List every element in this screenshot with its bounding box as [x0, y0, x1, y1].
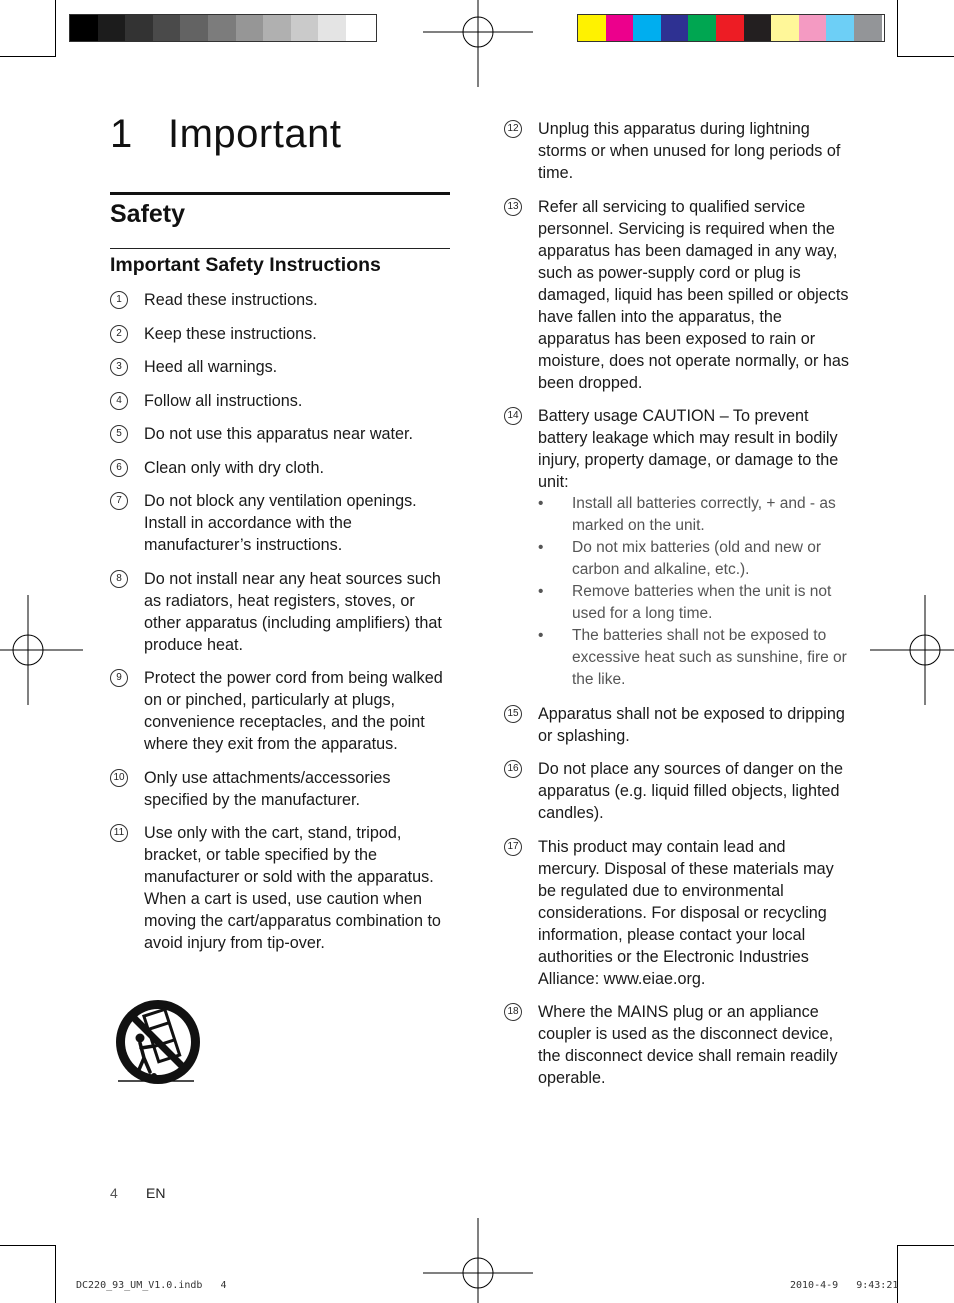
bullet-glyph: •	[538, 583, 544, 600]
item-text: Clean only with dry cloth.	[144, 458, 324, 477]
item-text: Read these instructions.	[144, 291, 318, 309]
color-swatch	[744, 15, 772, 41]
subsection-title: Important Safety Instructions	[110, 254, 381, 276]
item-text: Do not use this apparatus near water.	[144, 425, 414, 443]
safety-instruction-item	[504, 836, 849, 990]
safety-instruction-item	[110, 667, 455, 755]
battery-caution-bullets	[538, 493, 849, 691]
section-divider	[110, 192, 450, 195]
color-swatch	[661, 15, 689, 41]
bullet-item	[538, 581, 849, 625]
crop-mark	[0, 1245, 56, 1246]
color-swatch	[180, 15, 208, 41]
item-text: Apparatus shall not be exposed to dripping or splashing.	[538, 704, 845, 745]
item-number-marker: 17	[504, 838, 522, 856]
color-swatch	[98, 15, 126, 41]
color-swatch	[236, 15, 264, 41]
print-slug-file: DC220_93_UM_V1.0.indb 4	[76, 1280, 227, 1291]
crop-mark	[0, 56, 56, 57]
color-swatch	[263, 15, 291, 41]
safety-instruction-item	[110, 457, 455, 479]
item-text: Do not install near any heat sources such as radiators, heat registers, stoves, or other apparatus (including amplifiers) that produce heat.	[144, 569, 442, 654]
item-text: Heed all warnings.	[144, 358, 278, 376]
bullet-glyph: •	[538, 539, 544, 556]
bullet-item	[538, 537, 849, 581]
safety-instruction-item	[110, 423, 455, 445]
safety-instruction-item	[110, 356, 455, 378]
bullet-item	[538, 493, 849, 537]
color-swatch	[854, 15, 882, 41]
item-number-marker: 15	[504, 705, 522, 723]
color-swatch	[688, 15, 716, 41]
item-number-marker: 12	[504, 120, 522, 138]
item-number-marker: 16	[504, 760, 522, 778]
page-footer	[110, 1185, 165, 1201]
item-number-marker: 18	[504, 1003, 522, 1021]
safety-instruction-item	[504, 758, 849, 824]
color-swatch	[208, 15, 236, 41]
safety-instruction-item	[110, 323, 455, 345]
registration-mark-icon	[423, 0, 533, 87]
safety-list-left	[110, 289, 455, 966]
bullet-text: Remove batteries when the unit is not used for a long time.	[572, 583, 832, 622]
color-swatch	[826, 15, 854, 41]
item-text: This product may contain lead and mercury. Disposal of these materials may be regulated due to environmental considerations. For disposal or recycling information, please contact your local authorities or the Electronic Industries Alliance: www.eiae.org.	[538, 837, 834, 988]
item-text: Do not block any ventilation openings. Install in accordance with the manufacturer’s instructions.	[144, 492, 417, 554]
color-swatch	[346, 15, 374, 41]
color-swatch	[716, 15, 744, 41]
safety-instruction-item	[504, 405, 849, 691]
safety-instruction-item	[504, 196, 849, 394]
item-number-marker: 13	[504, 198, 522, 216]
color-swatch	[125, 15, 153, 41]
color-swatch	[799, 15, 827, 41]
item-number-marker: 7	[110, 492, 128, 510]
crop-mark	[897, 1245, 898, 1303]
item-number-marker: 2	[110, 325, 128, 343]
color-swatch	[153, 15, 181, 41]
crop-mark	[897, 0, 898, 56]
safety-instruction-item	[504, 703, 849, 747]
crop-mark	[55, 0, 56, 56]
safety-instruction-item	[110, 490, 455, 556]
safety-instruction-item	[110, 289, 455, 311]
safety-instruction-item	[110, 568, 455, 656]
bullet-text: Install all batteries correctly, + and - as marked on the unit.	[572, 495, 836, 534]
safety-instruction-item	[110, 390, 455, 412]
item-text: Use only with the cart, stand, tripod, bracket, or table specified by the manufacturer or sold with the apparatus. When a cart is used, use caution when moving the cart/apparatus combination to avoid injury from tip-over.	[144, 824, 441, 952]
language-code: EN	[146, 1185, 166, 1201]
bullet-glyph: •	[538, 495, 544, 512]
chapter-title-text: Important	[168, 112, 342, 156]
item-number-marker: 8	[110, 570, 128, 588]
section-title: Safety	[110, 200, 186, 228]
color-swatch	[291, 15, 319, 41]
page-number: 4	[110, 1185, 118, 1201]
item-text: Where the MAINS plug or an appliance coupler is used as the disconnect device, the disconnect device shall remain readily operable.	[538, 1003, 838, 1087]
item-number-marker: 9	[110, 669, 128, 687]
color-swatch-bar	[577, 14, 885, 42]
item-number-marker: 6	[110, 459, 128, 477]
safety-instruction-item	[110, 767, 455, 811]
item-number-marker: 14	[504, 407, 522, 425]
crop-mark	[897, 1245, 954, 1246]
color-swatch	[633, 15, 661, 41]
item-text: Keep these instructions.	[144, 324, 317, 343]
crop-mark	[897, 56, 954, 57]
chapter-title	[110, 112, 341, 157]
color-swatch	[606, 15, 634, 41]
subsection-divider	[110, 248, 450, 249]
item-text: Protect the power cord from being walked on or pinched, particularly at plugs, convenience receptacles, and the point where they exit from the apparatus.	[144, 669, 443, 753]
color-swatch	[70, 15, 98, 41]
item-number-marker: 1	[110, 291, 128, 309]
bullet-glyph: •	[538, 627, 544, 644]
print-slug-timestamp: 2010-4-9 9:43:21	[790, 1280, 899, 1291]
safety-list-right	[504, 118, 849, 1101]
chapter-number: 1	[110, 112, 133, 156]
item-number-marker: 4	[110, 392, 128, 410]
safety-instruction-item	[504, 1001, 849, 1089]
item-text: Do not place any sources of danger on the apparatus (e.g. liquid filled objects, lighted candles).	[538, 760, 844, 822]
color-swatch	[771, 15, 799, 41]
item-text: Follow all instructions.	[144, 391, 303, 410]
item-number-marker: 11	[110, 824, 128, 842]
bullet-text: The batteries shall not be exposed to excessive heat such as sunshine, fire or the like.	[572, 627, 847, 688]
bullet-text: Do not mix batteries (old and new or carbon and alkaline, etc.).	[572, 539, 821, 578]
registration-mark-icon	[870, 595, 954, 705]
item-text: Only use attachments/accessories specified by the manufacturer.	[144, 768, 391, 809]
color-swatch	[578, 15, 606, 41]
item-text: Unplug this apparatus during lightning storms or when unused for long periods of time.	[538, 120, 841, 182]
item-number-marker: 10	[110, 769, 128, 787]
crop-mark	[55, 1245, 56, 1303]
item-number-marker: 3	[110, 358, 128, 376]
item-text: Battery usage CAUTION – To prevent battery leakage which may result in bodily injury, property damage, or damage to the unit:	[538, 407, 839, 491]
grayscale-swatch-bar	[69, 14, 377, 42]
item-text: Refer all servicing to qualified service personnel. Servicing is required when the apparatus has been damaged in any way, such as power-supply cord or plug is damaged, liquid has been spilled or objects have fallen into the apparatus, the apparatus has been exposed to rain or moisture, does not operate normally, or has been dropped.	[538, 197, 850, 392]
bullet-item	[538, 625, 849, 691]
safety-instruction-item	[110, 822, 455, 954]
item-number-marker: 5	[110, 425, 128, 443]
registration-mark-icon	[0, 595, 83, 705]
registration-mark-icon	[423, 1218, 533, 1303]
safety-instruction-item	[504, 118, 849, 184]
color-swatch	[318, 15, 346, 41]
cart-tip-over-warning-icon	[110, 996, 206, 1092]
